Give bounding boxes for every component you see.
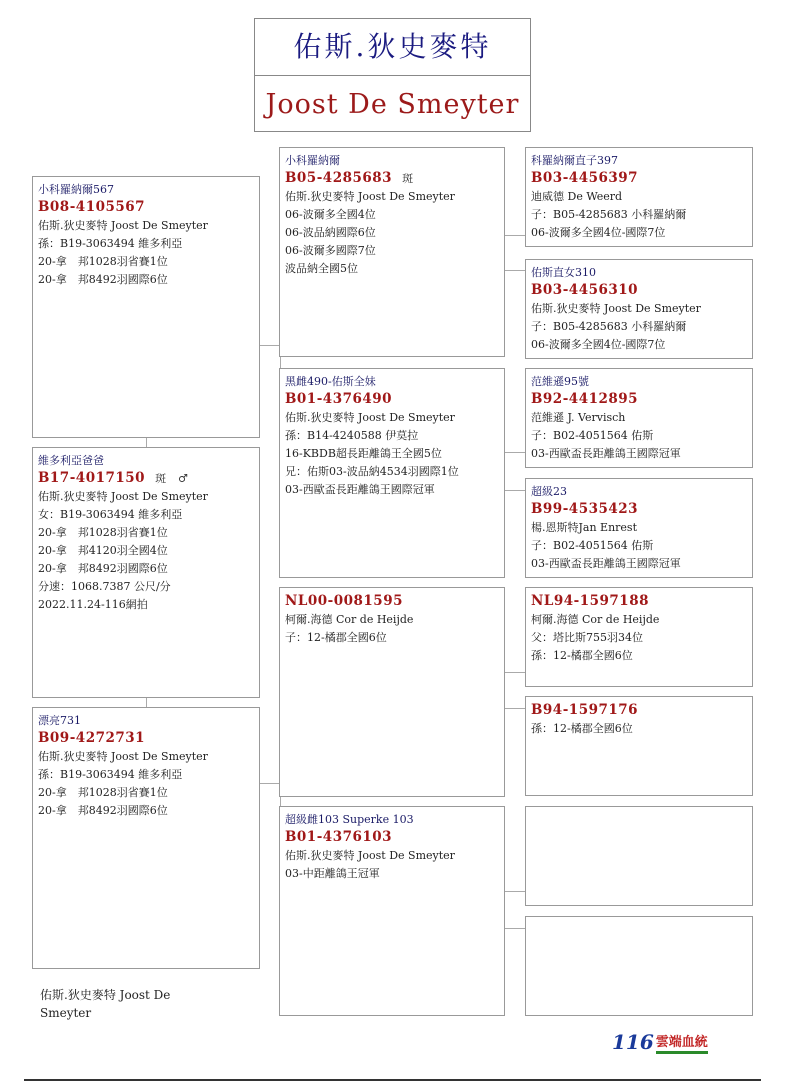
ring-number: [285, 169, 499, 188]
ring-number: B92-4412895: [531, 391, 639, 407]
pedigree-box-sss: [525, 147, 753, 247]
pedigree-box-dds-empty: [525, 806, 753, 906]
detail-line: 柯爾.海德 Cor de Heijde: [531, 613, 660, 626]
detail-line: 16-KBDB超長距離鴿王全國5位: [285, 447, 442, 460]
detail-line: 楊.恩斯特Jan Enrest: [531, 521, 637, 534]
detail-line: 子：B02-4051564 佑斯: [531, 429, 654, 442]
detail-line: 分速：1068.7387 公尺/分: [38, 580, 171, 593]
title-english: Joost De Smeyter: [265, 89, 520, 120]
detail-line: 佑斯.狄史麥特 Joost De Smeyter: [285, 849, 455, 862]
detail-line: 范維遜 J. Vervisch: [531, 411, 626, 424]
logo-text: 雲端血統: [656, 1031, 708, 1054]
pedigree-box-sds: [525, 368, 753, 468]
detail-line: 20-拿 邦1028羽省賽1位: [38, 786, 168, 799]
detail-line: 20-拿 邦4120羽全國4位: [38, 544, 168, 557]
connector-line: [260, 345, 280, 346]
pigeon-name: 漂亮731: [38, 714, 81, 727]
detail-line: 06-波爾多國際7位: [285, 244, 376, 257]
detail-line: 孫：12-橘郡全國6位: [531, 722, 633, 735]
detail-line: 20-拿 邦1028羽省賽1位: [38, 255, 168, 268]
ring-number: NL00-0081595: [285, 593, 403, 609]
detail-line: 女：B19-3063494 維多利亞: [38, 508, 183, 521]
pigeon-name: 科羅納爾直子397: [531, 154, 618, 167]
pigeon-name: 佑斯直女310: [531, 266, 596, 279]
pedigree-box-dam-dam: [279, 806, 505, 1016]
ring-number: B03-4456397: [531, 170, 639, 186]
pigeon-name: 小科羅納爾567: [38, 183, 114, 196]
title-chinese: 佑斯.狄史麥特: [255, 19, 530, 76]
pigeon-name: 小科羅納爾: [285, 154, 340, 167]
pedigree-box-dam: [32, 707, 260, 969]
connector-line: [146, 438, 147, 447]
connector-line: [505, 708, 525, 709]
ring-text: B17-4017150: [38, 470, 146, 486]
breeder-footer: [40, 986, 240, 1022]
title-box: [254, 18, 531, 132]
detail-line: 孫：B19-3063494 維多利亞: [38, 237, 183, 250]
pedigree-box-ddd-empty: [525, 916, 753, 1016]
pedigree-box-sdd: [525, 478, 753, 578]
ring-number: B01-4376490: [285, 391, 393, 407]
ring-number: B94-1597176: [531, 702, 639, 718]
detail-line: 20-拿 邦8492羽國際6位: [38, 562, 168, 575]
pigeon-name: 維多利亞爸爸: [38, 454, 104, 467]
detail-line: 佑斯.狄史麥特 Joost De Smeyter: [285, 190, 455, 203]
connector-line: [505, 452, 525, 453]
connector-line: [260, 783, 280, 784]
detail-line: 子：B05-4285683 小科羅納爾: [531, 320, 687, 333]
color-sex-tag: 斑 ♂: [155, 472, 189, 485]
detail-line: 06-波爾多全國4位-國際7位: [531, 226, 666, 239]
detail-line: 03-西歐盃長距離鴿王國際冠軍: [285, 483, 435, 496]
detail-line: 子：B05-4285683 小科羅納爾: [531, 208, 687, 221]
detail-line: 波品納全國5位: [285, 262, 358, 275]
connector-line: [505, 235, 525, 236]
detail-line: 06-波爾多全國4位: [285, 208, 376, 221]
ring-number: B01-4376103: [285, 829, 393, 845]
bottom-divider: [24, 1079, 761, 1081]
detail-line: 子：B02-4051564 佑斯: [531, 539, 654, 552]
pedigree-box-subject: [32, 447, 260, 698]
site-logo: [612, 1030, 708, 1054]
detail-line: 20-拿 邦8492羽國際6位: [38, 804, 168, 817]
detail-line: 孫：B19-3063494 維多利亞: [38, 768, 183, 781]
detail-line: 子：12-橘郡全國6位: [285, 631, 387, 644]
logo-number: 116: [612, 1030, 654, 1054]
detail-line: 06-波爾多全國4位-國際7位: [531, 338, 666, 351]
detail-line: 20-拿 邦8492羽國際6位: [38, 273, 168, 286]
detail-line: 佑斯.狄史麥特 Joost De Smeyter: [38, 219, 208, 232]
connector-line: [505, 270, 525, 271]
detail-line: 柯爾.海德 Cor de Heijde: [285, 613, 414, 626]
pedigree-box-sire: [32, 176, 260, 438]
pigeon-name: 范維遜95號: [531, 375, 589, 388]
detail-line: 佑斯.狄史麥特 Joost De Smeyter: [285, 411, 455, 424]
pedigree-box-sire-dam: [279, 368, 505, 578]
color-tag: 斑: [402, 172, 414, 185]
pedigree-box-dss: [525, 587, 753, 687]
ring-number: B08-4105567: [38, 199, 146, 215]
ring-text: B05-4285683: [285, 170, 393, 186]
detail-line: 03-西歐盃長距離鴿王國際冠軍: [531, 447, 681, 460]
connector-line: [146, 698, 147, 707]
detail-line: 迪威德 De Weerd: [531, 190, 623, 203]
pedigree-box-sire-sire: [279, 147, 505, 357]
ring-number: NL94-1597188: [531, 593, 649, 609]
connector-line: [505, 891, 525, 892]
pedigree-box-ssd: [525, 259, 753, 359]
pedigree-box-dam-sire: [279, 587, 505, 797]
detail-line: 20-拿 邦1028羽省賽1位: [38, 526, 168, 539]
detail-line: 佑斯.狄史麥特 Joost De Smeyter: [531, 302, 701, 315]
breeder-line-2: Smeyter: [40, 1006, 92, 1020]
ring-number: [38, 469, 254, 488]
pigeon-name: 黑雌490-佑斯全妹: [285, 375, 376, 388]
detail-line: 兄：佑斯03-波品納4534羽國際1位: [285, 465, 459, 478]
detail-line: 03-中距離鴿王冠軍: [285, 867, 380, 880]
breeder-line-1: 佑斯.狄史麥特 Joost De: [40, 988, 171, 1002]
detail-line: 父：塔比斯755羽34位: [531, 631, 643, 644]
detail-line: 佑斯.狄史麥特 Joost De Smeyter: [38, 490, 208, 503]
detail-line: 2022.11.24-116網拍: [38, 598, 148, 611]
detail-line: 03-西歐盃長距離鴿王國際冠軍: [531, 557, 681, 570]
ring-number: B09-4272731: [38, 730, 146, 746]
detail-line: 孫：12-橘郡全國6位: [531, 649, 633, 662]
detail-line: 孫：B14-4240588 伊莫拉: [285, 429, 419, 442]
ring-number: B03-4456310: [531, 282, 639, 298]
pigeon-name: 超級雌103 Superke 103: [285, 813, 414, 826]
connector-line: [505, 928, 525, 929]
pedigree-box-dsd: [525, 696, 753, 796]
ring-number: B99-4535423: [531, 501, 639, 517]
detail-line: 06-波品納國際6位: [285, 226, 376, 239]
pigeon-name: 超級23: [531, 485, 567, 498]
detail-line: 佑斯.狄史麥特 Joost De Smeyter: [38, 750, 208, 763]
connector-line: [505, 672, 525, 673]
connector-line: [505, 490, 525, 491]
